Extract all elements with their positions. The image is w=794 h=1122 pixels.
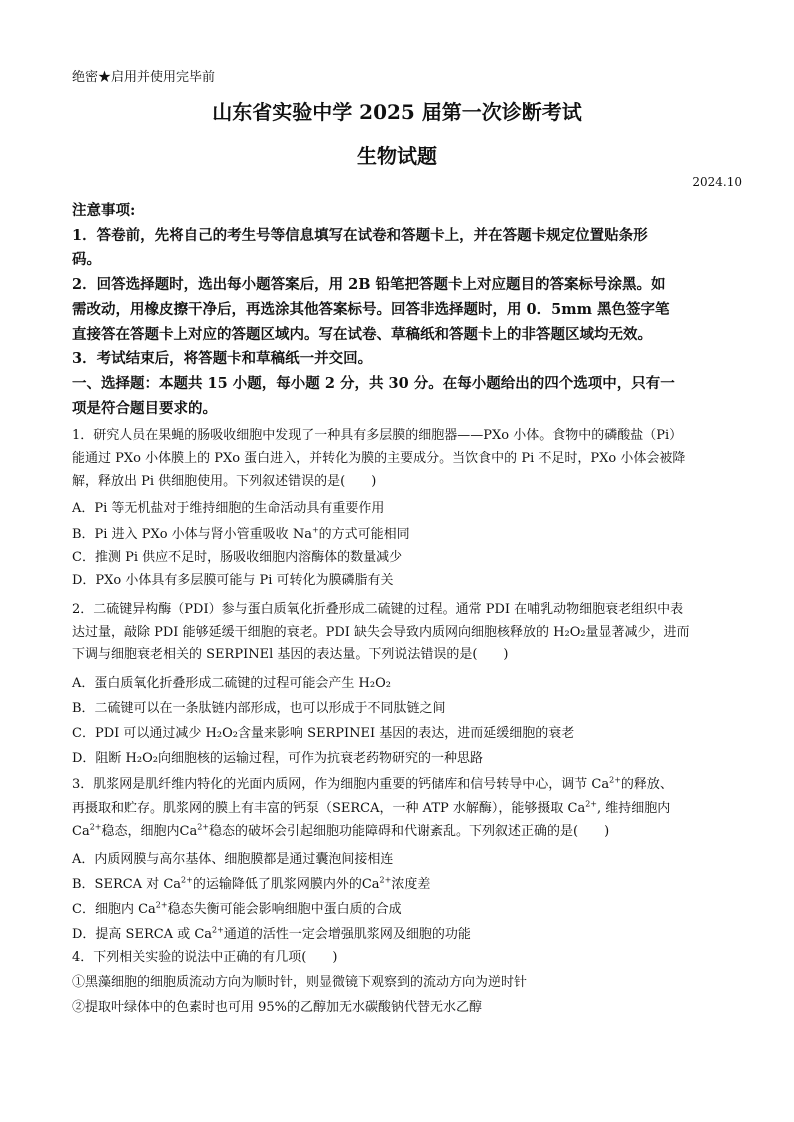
q1-option-a: A．Pi 等无机盐对于维持细胞的生命活动具有重要作用 <box>72 501 385 516</box>
notice-item-2-line-1: 2．回答选择题时，选出每小题答案后，用 2B 铅笔把答题卡上对应题目的答案标号涂黑。如 <box>72 276 666 293</box>
q3-option-b: B．SERCA 对 $Ca^{2+}$的运输降低了肌浆网膜内外的$Ca^{2+}$浓度差 <box>72 875 431 892</box>
q4-statement-2: ②提取叶绿体中的色素时也可用 95%的乙醇加无水碳酸钠代替无水乙醇 <box>72 1000 483 1015</box>
notice-item-2-line-3: 直接答在答题卡上对应的答题区域内。写在试卷、草稿纸和答题卡上的非答题区域均无效。 <box>72 326 652 343</box>
q1-stem-line-2: 能通过 PXo 小体膜上的 PXo 蛋白进入，并转化为膜的主要成分。当饮食中的 Pi 不足时，PXo 小体会被降 <box>72 451 686 466</box>
notice-item-1-line-1: 1．答卷前，先将自己的考生号等信息填写在试卷和答题卡上，并在答题卡规定位置贴条形 <box>72 227 648 244</box>
q3-stem-line-1: 3．肌浆网是肌纤维内特化的光面内质网，作为细胞内重要的钙储库和信号转导中心，调节 $Ca^{2+}$的释放、 <box>72 775 673 792</box>
q4-statement-1: ①黑藻细胞的细胞质流动方向为顺时针，则显微镜下观察到的流动方向为逆时针 <box>72 975 528 990</box>
notice-item-2-line-2: 需改动，用橡皮擦干净后，再选涂其他答案标号。回答非选择题时，用 0．5mm 黑色签字笔 <box>72 301 670 318</box>
q2-option-a: A．蛋白质氧化折叠形成二硫键的过程可能会产生 H₂O₂ <box>72 676 391 691</box>
q3-option-a: A．内质网膜与高尔基体、细胞膜都是通过囊泡间接相连 <box>72 852 394 867</box>
subject-title: 生物试题 <box>357 144 437 168</box>
q2-option-b: B．二硫键可以在一条肽链内部形成，也可以形成于不同肽链之间 <box>72 701 446 716</box>
q1-stem-line-3: 解，释放出 Pi 供细胞使用。下列叙述错误的是( ) <box>72 474 377 489</box>
notice-heading: 注意事项: <box>72 202 136 219</box>
q1-option-d: D．PXo 小体具有多层膜可能与 Pi 可转化为膜磷脂有关 <box>72 573 394 588</box>
q3-option-c: C．细胞内 $Ca^{2+}$稳态失衡可能会影响细胞中蛋白质的合成 <box>72 900 402 917</box>
q2-stem-line-3: 下调与细胞衰老相关的 SERPINEl 基因的表达量。下列说法错误的是( ) <box>72 647 509 662</box>
confidential-label: 绝密★启用并使用完毕前 <box>72 70 216 85</box>
notice-item-1-line-2: 码。 <box>72 251 101 268</box>
q2-option-c: C．PDI 可以通过减少 H₂O₂含量来影响 SERPINEI 基因的表达，进而延缓细胞的衰老 <box>72 726 575 741</box>
q1-option-c: C．推测 Pi 供应不足时，肠吸收细胞内溶酶体的数量减少 <box>72 550 403 565</box>
q1-stem-line-1: 1．研究人员在果蝇的肠吸收细胞中发现了一种具有多层膜的细胞器——PXo 小体。食物中的磷酸盐（Pi） <box>72 428 683 443</box>
section-1-heading-line-2: 项是符合题目要求的。 <box>72 400 217 417</box>
q2-stem-line-1: 2．二硫键异构酶（PDI）参与蛋白质氧化折叠形成二硫键的过程。通常 PDI 在哺乳动物细胞衰老组织中表 <box>72 602 684 617</box>
q3-option-d: D．提高 SERCA 或 $Ca^{2+}$通道的活性一定会增强肌浆网及细胞的功能 <box>72 925 471 942</box>
section-1-heading-line-1: 一、选择题：本题共 15 小题，每小题 2 分，共 30 分。在每小题给出的四个选项中，只有一 <box>72 375 675 392</box>
q3-stem-line-2: 再摄取和贮存。肌浆网的膜上有丰富的钙泵（SERCA，一种 ATP 水解酶），能够摄取 $Ca^{2+}$, 维持细胞内 <box>72 799 671 816</box>
q4-stem: 4．下列相关实验的说法中正确的有几项( ) <box>72 950 338 965</box>
q3-stem-line-3: $Ca^{2+}$稳态，细胞内$Ca^{2+}$稳态的破坏会引起细胞功能障碍和代谢紊乱。下列叙述正确的是( ) <box>72 822 610 839</box>
q1-option-b: B．Pi 进入 PXo 小体与肾小管重吸收 Na+的方式可能相同 <box>72 525 410 542</box>
q2-option-d: D．阻断 H₂O₂向细胞核的运输过程，可作为抗衰老药物研究的一种思路 <box>72 751 483 766</box>
notice-item-3: 3．考试结束后，将答题卡和草稿纸一并交回。 <box>72 350 373 367</box>
exam-title: 山东省实验中学 2025 届第一次诊断考试 <box>212 100 582 124</box>
q2-stem-line-2: 达过量，敲除 PDI 能够延缓干细胞的衰老。PDI 缺失会导致内质网向细胞核释放的 H₂O₂量显著减少，进而 <box>72 625 690 640</box>
exam-date: 2024.10 <box>692 175 742 189</box>
